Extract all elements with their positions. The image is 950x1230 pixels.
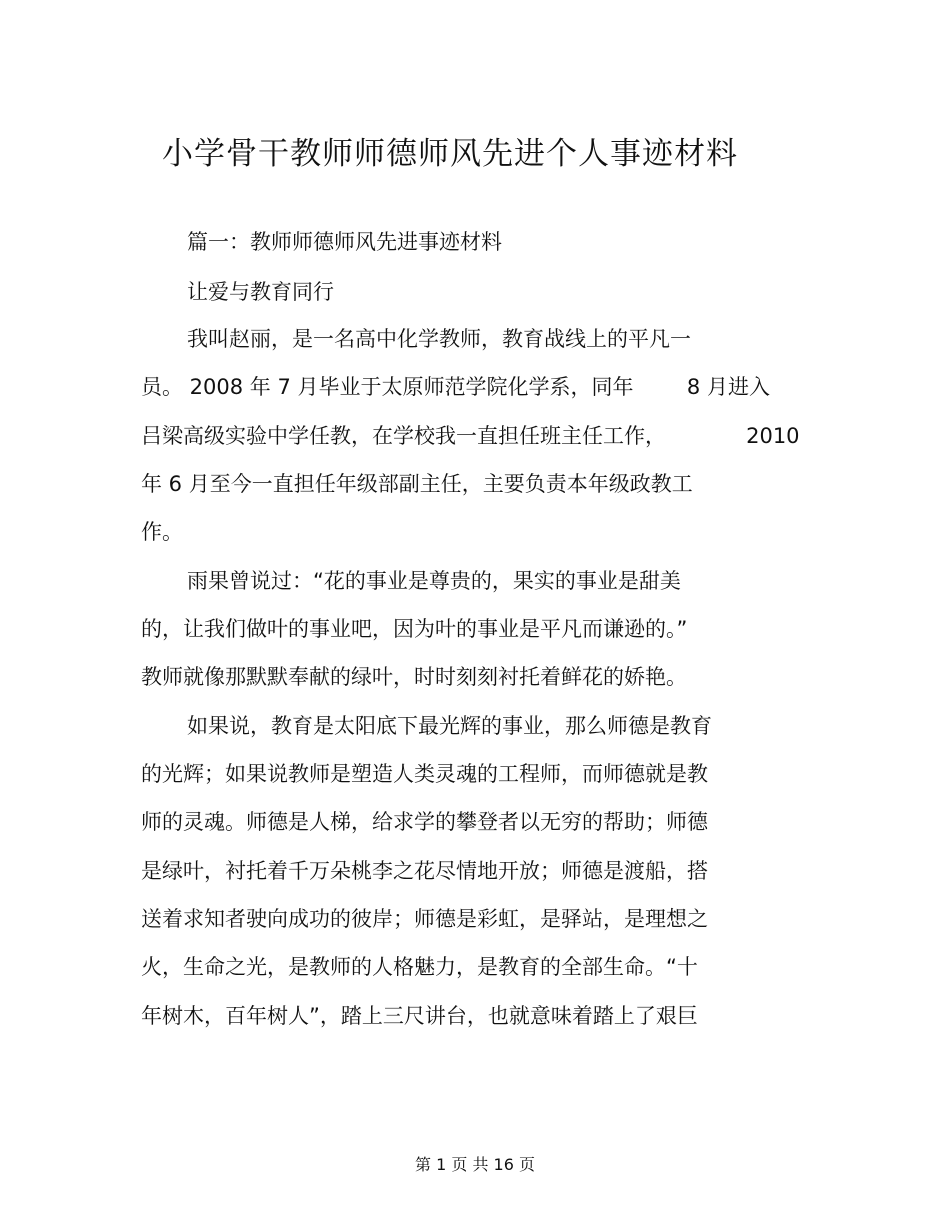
paragraph-line: 如果说，教育是太阳底下最光辉的事业，那么师德是教育 <box>187 714 712 738</box>
document-title: 小学骨干教师师德师风先进个人事迹材料 <box>162 136 738 172</box>
article-subtitle: 让爱与教育同行 <box>187 280 334 304</box>
paragraph-line: 送着求知者驶向成功的彼岸；师德是彩虹，是驿站，是理想之 <box>141 907 708 931</box>
paragraph-line: 火，生命之光，是教师的人格魅力，是教育的全部生命。“十 <box>141 955 698 979</box>
paragraph-line: 吕梁高级实验中学任教，在学校我一直担任班主任工作， 2010 <box>141 424 800 448</box>
paragraph-line: 年 6 月至今一直担任年级部副主任，主要负责本年级政教工 <box>141 472 693 496</box>
section-heading: 篇一：教师师德师风先进事迹材料 <box>187 230 502 254</box>
paragraph-line: 作。 <box>141 520 183 544</box>
paragraph-line: 教师就像那默默奉献的绿叶，时时刻刻衬托着鲜花的娇艳。 <box>141 665 687 689</box>
paragraph-line: 师的灵魂。师德是人梯，给求学的攀登者以无穷的帮助；师德 <box>141 810 708 834</box>
page-footer: 第 1 页 共 16 页 <box>415 1155 535 1174</box>
paragraph-line: 的，让我们做叶的事业吧，因为叶的事业是平凡而谦逊的。” <box>141 617 688 641</box>
paragraph-line: 我叫赵丽，是一名高中化学教师，教育战线上的平凡一 <box>187 327 691 351</box>
paragraph-line: 雨果曾说过：“花的事业是尊贵的，果实的事业是甜美 <box>187 569 681 593</box>
paragraph-line: 员。 2008 年 7 月毕业于太原师范学院化学系，同年 8 月进入 <box>141 375 770 399</box>
paragraph-line: 的光辉；如果说教师是塑造人类灵魂的工程师，而师德就是教 <box>141 762 708 786</box>
paragraph-line: 是绿叶，衬托着千万朵桃李之花尽情地开放；师德是渡船，搭 <box>141 859 708 883</box>
paragraph-line: 年树木，百年树人”，踏上三尺讲台，也就意味着踏上了艰巨 <box>141 1004 698 1028</box>
